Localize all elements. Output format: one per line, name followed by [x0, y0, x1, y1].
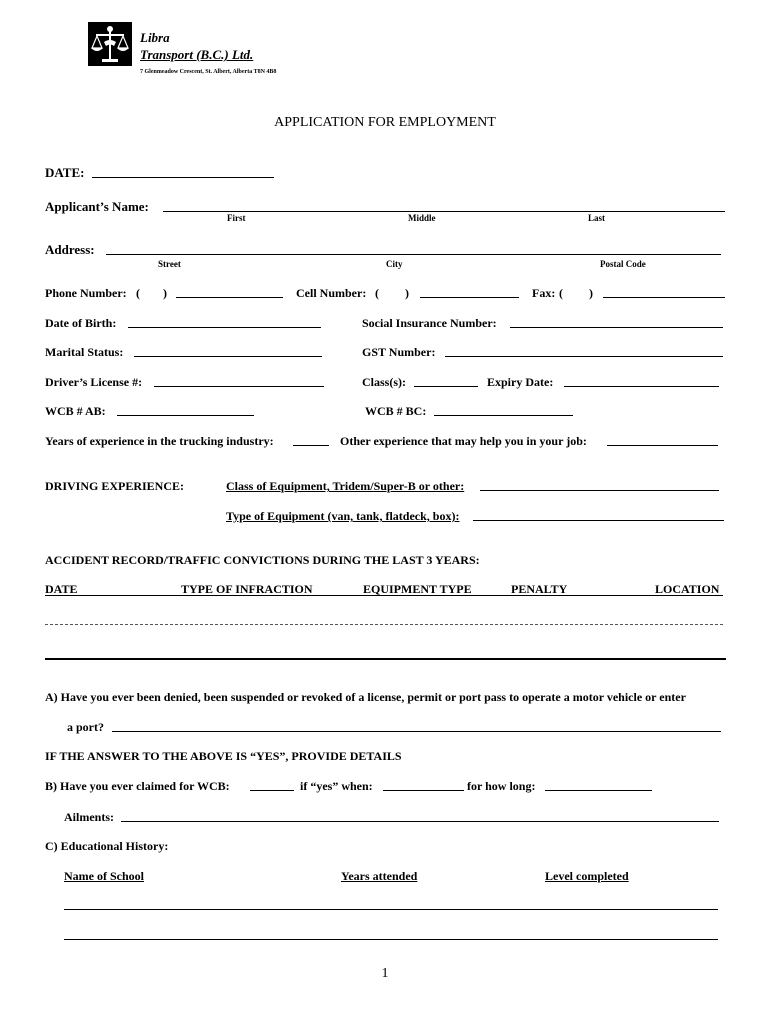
question-a-line1: A) Have you ever been denied, been suspended or revoked of a license, permit or port pass to operate a motor vehicle or enter: [45, 690, 686, 704]
applicant-name-label: Applicant’s Name:: [45, 199, 149, 214]
b-when-field[interactable]: [383, 790, 464, 791]
cell-paren-close: ): [405, 286, 409, 300]
col-equipment: EQUIPMENT TYPE: [363, 582, 472, 596]
edu-row-2[interactable]: [64, 939, 718, 940]
phone-paren-open: (: [136, 286, 140, 300]
address-label: Address:: [45, 242, 95, 257]
gst-label: GST Number:: [362, 345, 436, 359]
question-a-field[interactable]: [112, 731, 721, 732]
classes-label: Class(s):: [362, 375, 406, 389]
cell-label: Cell Number:: [296, 286, 367, 300]
marital-field[interactable]: [134, 356, 322, 357]
address-city-label: City: [386, 259, 403, 269]
phone-field[interactable]: [176, 297, 283, 298]
type-equipment-label: Type of Equipment (van, tank, flatdeck, box):: [226, 509, 460, 523]
years-exp-field[interactable]: [293, 445, 329, 446]
fax-field[interactable]: [603, 297, 725, 298]
col-date: DATE: [45, 582, 78, 596]
name-middle-label: Middle: [408, 213, 436, 223]
fax-paren-close: ): [589, 286, 593, 300]
address-field[interactable]: [106, 254, 721, 255]
wcb-ab-label: WCB # AB:: [45, 404, 106, 418]
driving-experience-label: DRIVING EXPERIENCE:: [45, 479, 185, 493]
ailments-label: Ailments:: [64, 810, 114, 824]
if-yes-note: IF THE ANSWER TO THE ABOVE IS “YES”, PROVIDE DETAILS: [45, 749, 402, 763]
accident-heading: ACCIDENT RECORD/TRAFFIC CONVICTIONS DURING THE LAST 3 YEARS:: [45, 553, 480, 567]
name-first-label: First: [227, 213, 246, 223]
ailments-field[interactable]: [121, 821, 719, 822]
name-last-label: Last: [588, 213, 606, 223]
class-equipment-field[interactable]: [480, 490, 719, 491]
company-name-line2: Transport (B.C.) Ltd.: [140, 47, 254, 62]
class-equipment-label: Class of Equipment, Tridem/Super-B or other:: [226, 479, 465, 493]
page-title: APPLICATION FOR EMPLOYMENT: [274, 115, 496, 130]
b-when-label: if “yes” when:: [300, 779, 373, 793]
wcb-bc-field[interactable]: [434, 415, 573, 416]
expiry-label: Expiry Date:: [487, 375, 554, 389]
col-penalty: PENALTY: [511, 582, 568, 596]
company-name-line1: Libra: [140, 30, 170, 45]
accident-row-2[interactable]: [45, 658, 726, 660]
edu-col-school: Name of School: [64, 869, 144, 883]
col-location: LOCATION: [655, 582, 720, 596]
cell-paren-open: (: [375, 286, 379, 300]
fax-label: Fax:: [532, 286, 556, 300]
edu-col-years: Years attended: [341, 869, 418, 883]
date-label: DATE:: [45, 165, 85, 180]
dob-field[interactable]: [128, 327, 321, 328]
b-how-long-field[interactable]: [545, 790, 652, 791]
drivers-license-field[interactable]: [154, 386, 324, 387]
question-c-label: C) Educational History:: [45, 839, 169, 853]
address-street-label: Street: [158, 259, 181, 269]
company-address: 7 Glenmeadow Crescent, St. Albert, Alberta T8N 4B8: [140, 69, 277, 75]
marital-label: Marital Status:: [45, 345, 124, 359]
b-how-long-label: for how long:: [467, 779, 536, 793]
wcb-ab-field[interactable]: [117, 415, 254, 416]
wcb-bc-label: WCB # BC:: [365, 404, 427, 418]
fax-paren-open: (: [559, 286, 563, 300]
question-a-line2: a port?: [67, 720, 104, 734]
type-equipment-field[interactable]: [473, 520, 724, 521]
drivers-license-label: Driver’s License #:: [45, 375, 143, 389]
other-exp-field[interactable]: [607, 445, 718, 446]
question-b-label: B) Have you ever claimed for WCB:: [45, 779, 230, 793]
date-field[interactable]: [92, 177, 274, 178]
cell-field[interactable]: [420, 297, 519, 298]
classes-field[interactable]: [414, 386, 478, 387]
applicant-name-field[interactable]: [163, 211, 725, 212]
sin-field[interactable]: [510, 327, 723, 328]
years-exp-label: Years of experience in the trucking industry:: [45, 434, 274, 448]
page-number: 1: [381, 966, 389, 981]
accident-row-1[interactable]: [45, 624, 723, 625]
wcb-claimed-field[interactable]: [250, 790, 294, 791]
dob-label: Date of Birth:: [45, 316, 117, 330]
phone-paren-close: ): [163, 286, 167, 300]
phone-label: Phone Number:: [45, 286, 127, 300]
edu-col-level: Level completed: [545, 869, 629, 883]
scales-of-justice-icon: [88, 22, 132, 66]
col-infraction: TYPE OF INFRACTION: [181, 582, 313, 596]
sin-label: Social Insurance Number:: [362, 316, 497, 330]
gst-field[interactable]: [445, 356, 723, 357]
edu-row-1[interactable]: [64, 909, 718, 910]
expiry-field[interactable]: [564, 386, 719, 387]
address-postal-label: Postal Code: [600, 259, 646, 269]
other-exp-label: Other experience that may help you in your job:: [340, 434, 587, 448]
